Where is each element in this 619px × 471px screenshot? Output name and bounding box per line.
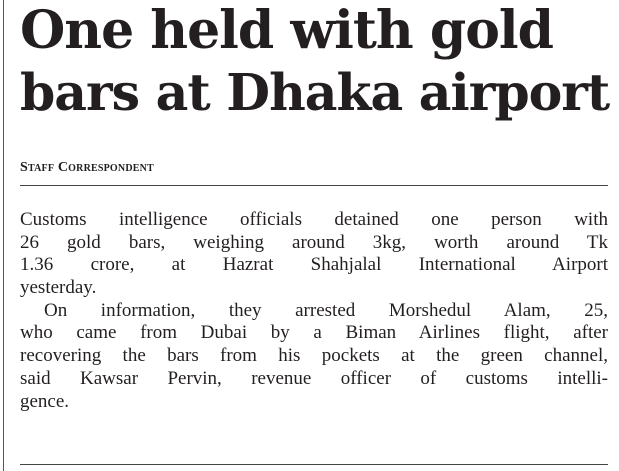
body-line: yesterday. [20,277,97,299]
headline-line: One held with gold [20,0,554,61]
body-line: 26 gold bars, weighing around 3kg, worth around Tk [20,231,608,253]
body-line: gence. [20,390,70,412]
body-line: recovering the bars from his pockets at the green channel, [20,345,608,367]
headline-line: bars at Dhaka airport [20,63,610,122]
body-line: who came from Dubai by a Biman Airlines flight, after [20,322,608,344]
article-body [20,209,608,413]
column-rule [3,0,4,471]
article-end-divider [20,464,608,465]
body-line: said Kawsar Pervin, revenue officer of customs intelli- [20,367,608,389]
byline-divider [20,185,608,186]
body-line: On information, they arrested Morshedul Alam, 25, [44,299,608,321]
body-line: Customs intelligence officials detained one person with [20,209,608,230]
byline-text: Staff Correspondent [20,160,154,175]
news-article [20,0,610,412]
headline [20,0,610,124]
body-line: 1.36 crore, at Hazrat Shahjalal International Airport [20,254,608,276]
byline [20,158,154,178]
